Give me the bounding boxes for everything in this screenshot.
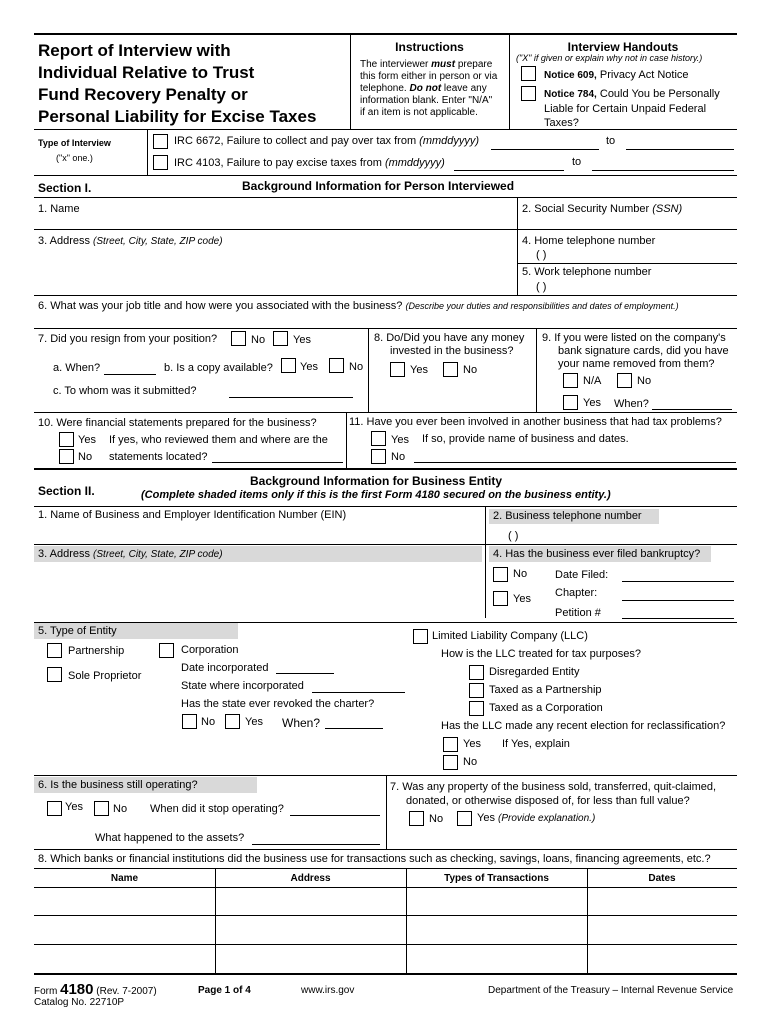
q6-job-title-label: 6. What was your job title and how were you associated with the business? (Describe your duties and responsibilities and dates of employment.) — [38, 300, 679, 312]
form-title: Report of Interview with Individual Relative to Trust Fund Recovery Penalty or Personal Liability for Excise Taxes — [38, 41, 317, 126]
date-filed-field[interactable] — [622, 581, 734, 582]
section-2-heading: Background Information for Business Entity — [250, 474, 503, 488]
section-1-label: Section I. — [38, 181, 92, 195]
irs-website: www.irs.gov — [301, 985, 355, 996]
irc-4103-to-field[interactable] — [592, 170, 734, 171]
revoked-yes-label: Yes — [245, 716, 263, 728]
property-no-label: No — [429, 813, 444, 825]
q7b-copy-label: b. Is a copy available? — [164, 362, 273, 374]
irc-6672-label: IRC 6672, Failure to collect and pay over tax from (mmddyyyy) — [174, 135, 480, 147]
instructions-heading: Instructions — [395, 40, 464, 54]
notice-784-label: Notice 784, Could You be Personally Liable for Certain Unpaid Federal Taxes? — [544, 88, 720, 129]
q10-yes-checkbox[interactable] — [59, 432, 74, 447]
q7-no-label: No — [251, 334, 266, 346]
type-interview-sub: ("x" one.) — [56, 153, 93, 163]
handouts-heading: Interview Handouts — [567, 40, 679, 54]
q7-yes-checkbox[interactable] — [273, 331, 288, 346]
irc-6672-checkbox[interactable] — [153, 134, 168, 149]
assets-label: What happened to the assets? — [95, 832, 245, 844]
petition-label: Petition # — [555, 607, 601, 619]
q9-no-checkbox[interactable] — [617, 373, 632, 388]
q9-yes-checkbox[interactable] — [563, 395, 578, 410]
disregarded-checkbox[interactable] — [469, 665, 484, 680]
col-name-header: Name — [110, 873, 139, 884]
llc-treated-label: How is the LLC treated for tax purposes? — [441, 648, 641, 660]
stop-operating-field[interactable] — [290, 815, 380, 816]
form-number: Form 4180 (Rev. 7-2007) — [34, 981, 157, 998]
q11-yes-label: Yes — [391, 434, 409, 446]
llc-election-label: Has the LLC made any recent election for reclassification? — [441, 720, 726, 732]
handouts-sub: ("X" if given or explain why not in case history.) — [516, 53, 703, 63]
irc-6672-from-field[interactable] — [491, 149, 599, 150]
revoked-when-field[interactable] — [325, 728, 383, 729]
property-yes-checkbox[interactable] — [457, 811, 472, 826]
q8-yes-checkbox[interactable] — [390, 362, 405, 377]
q7b-no-label: No — [349, 361, 364, 373]
q10-statements-label: statements located? — [109, 451, 208, 463]
department-label: Department of the Treasury – Internal Revenue Service — [488, 985, 734, 996]
q10-yes-explain: If yes, who reviewed them and where are the — [109, 434, 328, 446]
q2-ssn-label: 2. Social Security Number (SSN) — [522, 203, 683, 215]
revoked-no-checkbox[interactable] — [182, 714, 197, 729]
date-filed-label: Date Filed: — [555, 569, 609, 581]
partnership-checkbox[interactable] — [47, 643, 62, 658]
q8-no-checkbox[interactable] — [443, 362, 458, 377]
irc-6672-to-label: to — [606, 135, 616, 147]
petition-field[interactable] — [622, 618, 734, 619]
q4-home-phone-label: 4. Home telephone number — [522, 235, 656, 247]
bankruptcy-yes-label: Yes — [513, 593, 531, 605]
llc-election-no-checkbox[interactable] — [443, 755, 458, 770]
taxed-partnership-checkbox[interactable] — [469, 683, 484, 698]
q7c-submitted-label: c. To whom was it submitted? — [53, 385, 197, 397]
state-incorporated-label: State where incorporated — [181, 680, 304, 692]
q11-tax-problems-label: 11. Have you ever been involved in another business that had tax problems? — [349, 416, 722, 428]
section-1-heading: Background Information for Person Interviewed — [242, 179, 515, 193]
type-interview-label: Type of Interview — [38, 138, 111, 148]
q8-yes-label: Yes — [410, 364, 428, 376]
date-incorporated-label: Date incorporated — [181, 662, 269, 674]
corporation-label: Corporation — [181, 644, 239, 656]
sole-proprietor-label: Sole Proprietor — [68, 670, 142, 682]
col-address-header: Address — [290, 873, 331, 884]
q10-no-label: No — [78, 451, 93, 463]
sole-proprietor-checkbox[interactable] — [47, 667, 62, 682]
q9-no-label: No — [637, 375, 652, 387]
operating-yes-checkbox[interactable] — [47, 801, 62, 816]
property-yes-label: Yes (Provide explanation.) — [477, 812, 596, 824]
q7a-when-label: a. When? — [53, 362, 101, 374]
notice-609-checkbox[interactable] — [521, 66, 536, 81]
q11-yes-checkbox[interactable] — [371, 431, 386, 446]
q4-home-phone-field[interactable]: ( ) — [536, 249, 547, 261]
q9-na-label: N/A — [583, 375, 602, 387]
q7-no-checkbox[interactable] — [231, 331, 246, 346]
section-2-label: Section II. — [38, 484, 95, 498]
q9-when-label: When? — [614, 398, 649, 410]
corporation-checkbox[interactable] — [159, 643, 174, 658]
llc-election-yes-label: Yes — [463, 738, 481, 750]
q10-statements-field[interactable] — [212, 462, 343, 463]
bankruptcy-yes-checkbox[interactable] — [493, 591, 508, 606]
col-dates-header: Dates — [648, 873, 676, 884]
llc-election-explain-label: If Yes, explain — [502, 738, 570, 750]
q11-no-checkbox[interactable] — [371, 449, 386, 464]
section-2-sub: (Complete shaded items only if this is the first Form 4180 secured on the business entity.) — [141, 489, 611, 501]
taxed-corporation-checkbox[interactable] — [469, 701, 484, 716]
operating-yes-label: Yes — [65, 801, 83, 813]
partnership-label: Partnership — [68, 645, 125, 657]
q9-yes-label: Yes — [583, 397, 601, 409]
revoked-when-label: When? — [282, 716, 321, 730]
banks-label: 8. Which banks or financial institutions did the business use for transactions such as checking, savings, loans, financing agreements, etc.? — [38, 853, 711, 865]
q7b-yes-label: Yes — [300, 361, 318, 373]
q3-address-label: 3. Address (Street, City, State, ZIP code) — [38, 235, 223, 247]
charter-revoked-label: Has the state ever revoked the charter? — [181, 698, 375, 710]
table-row[interactable] — [34, 915, 737, 916]
operating-no-checkbox[interactable] — [94, 801, 109, 816]
q10-yes-label: Yes — [78, 434, 96, 446]
table-row[interactable] — [34, 944, 737, 945]
business-phone-field[interactable]: ( ) — [508, 530, 519, 542]
page-number: Page 1 of 4 — [198, 985, 251, 996]
state-incorporated-field[interactable] — [312, 692, 405, 693]
llc-election-yes-checkbox[interactable] — [443, 737, 458, 752]
q9-when-field[interactable] — [652, 409, 732, 410]
irc-4103-checkbox[interactable] — [153, 155, 168, 170]
q9-signature-label: 9. If you were listed on the company's bank signature cards, did you have your name removed from them? — [542, 332, 729, 370]
q7c-submitted-field[interactable] — [229, 397, 353, 398]
llc-label: Limited Liability Company (LLC) — [432, 630, 588, 642]
still-operating-label: 6. Is the business still operating? — [38, 779, 198, 791]
llc-election-no-label: No — [463, 756, 478, 768]
assets-field[interactable] — [252, 844, 380, 845]
q10-no-checkbox[interactable] — [59, 449, 74, 464]
stop-operating-label: When did it stop operating? — [150, 803, 284, 815]
q8-no-label: No — [463, 364, 478, 376]
q7-resign-label: 7. Did you resign from your position? — [38, 333, 218, 345]
business-address-label: 3. Address (Street, City, State, ZIP code) — [38, 548, 223, 560]
notice-609-label: Notice 609, Privacy Act Notice — [544, 69, 689, 81]
q5-work-phone-field[interactable]: ( ) — [536, 281, 547, 293]
operating-no-label: No — [113, 803, 128, 815]
q8-money-label: 8. Do/Did you have any money invested in the business? — [374, 332, 525, 357]
bankruptcy-label: 4. Has the business ever filed bankruptcy? — [493, 548, 701, 560]
q10-financial-label: 10. Were financial statements prepared for the business? — [38, 417, 317, 429]
business-name-ein-label: 1. Name of Business and Employer Identification Number (EIN) — [38, 509, 347, 521]
irc-4103-from-field[interactable] — [454, 170, 564, 171]
q11-no-label: No — [391, 451, 406, 463]
chapter-label: Chapter: — [555, 587, 598, 599]
q7b-yes-checkbox[interactable] — [281, 358, 296, 373]
q7-yes-label: Yes — [293, 334, 311, 346]
business-phone-label: 2. Business telephone number — [493, 510, 642, 522]
revoked-yes-checkbox[interactable] — [225, 714, 240, 729]
revoked-no-label: No — [201, 716, 216, 728]
disregarded-label: Disregarded Entity — [489, 666, 580, 678]
q11-business-field[interactable] — [414, 462, 736, 463]
instructions-text: The interviewer must prepare this form either in person or via telephone. Do not leave any information blank. Enter "N/A" if an item is not applicable. — [360, 59, 498, 118]
bankruptcy-no-checkbox[interactable] — [493, 567, 508, 582]
q11-yes-explain: If so, provide name of business and dates. — [422, 433, 629, 445]
llc-checkbox[interactable] — [413, 629, 428, 644]
irc-4103-label: IRC 4103, Failure to pay excise taxes from (mmddyyyy) — [174, 157, 445, 169]
catalog-number: Catalog No. 22710P — [34, 997, 125, 1008]
date-incorporated-field[interactable] — [276, 673, 334, 674]
property-disposed-label: 7. Was any property of the business sold, transferred, quit-claimed, donated, or otherwise disposed of, for less than full value? — [390, 781, 717, 807]
q9-na-checkbox[interactable] — [563, 373, 578, 388]
col-transactions-header: Types of Transactions — [444, 873, 549, 884]
notice-784-checkbox[interactable] — [521, 86, 536, 101]
property-no-checkbox[interactable] — [409, 811, 424, 826]
q7a-when-field[interactable] — [104, 374, 156, 375]
entity-type-label: 5. Type of Entity — [38, 625, 117, 637]
q7b-no-checkbox[interactable] — [329, 358, 344, 373]
q1-name-label: 1. Name — [38, 203, 80, 215]
bankruptcy-no-label: No — [513, 568, 528, 580]
taxed-partnership-label: Taxed as a Partnership — [489, 684, 602, 696]
taxed-corporation-label: Taxed as a Corporation — [489, 702, 603, 714]
q5-work-phone-label: 5. Work telephone number — [522, 266, 652, 278]
irc-6672-to-field[interactable] — [626, 149, 734, 150]
irc-4103-to-label: to — [572, 156, 582, 168]
chapter-field[interactable] — [622, 600, 734, 601]
